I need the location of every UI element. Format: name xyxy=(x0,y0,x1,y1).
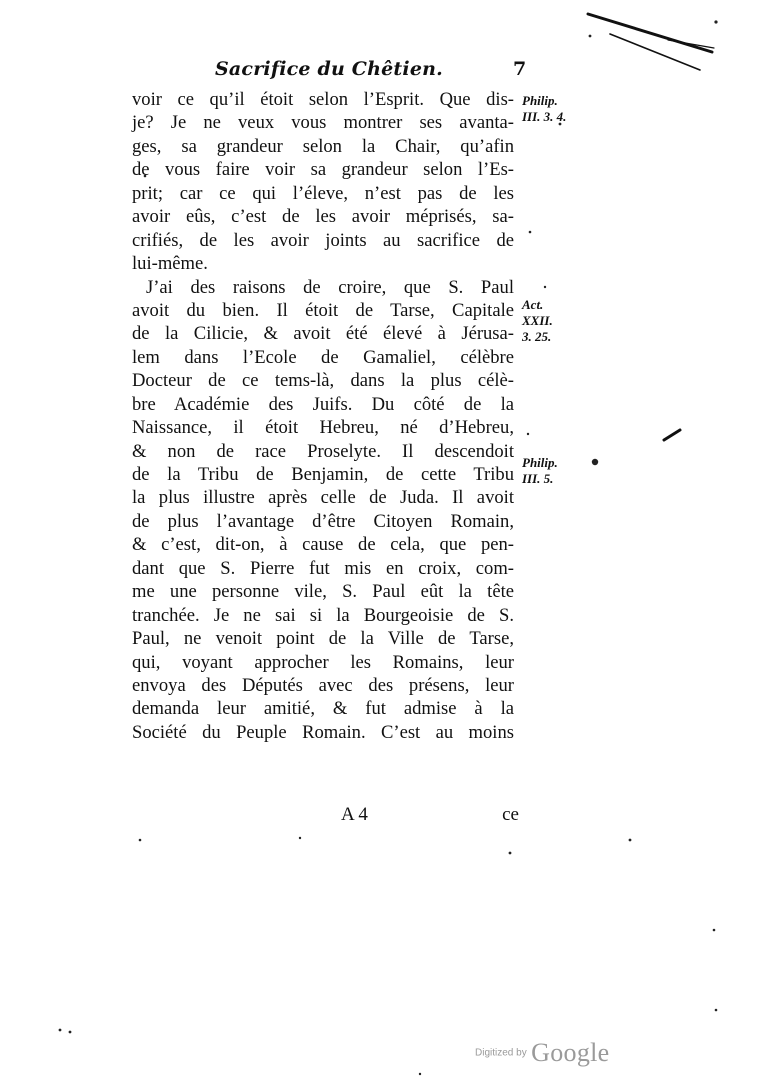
text-line: Paul, ne venoit point de la Ville de Tarse, xyxy=(132,628,514,650)
text-line: de vous faire voir sa grandeur selon l’Es- xyxy=(132,159,514,181)
text-line: demanda leur amitié, & fut admise à la xyxy=(132,698,514,720)
margin-note-book: Philip. xyxy=(522,93,558,108)
text-line: de la Tribu de Benjamin, de cette Tribu xyxy=(132,464,514,485)
text-line: me une personne vile, S. Paul eût la tête xyxy=(132,581,514,603)
text-line: Société du Peuple Romain. C’est au moins xyxy=(132,721,514,743)
watermark-prefix: Digitized by xyxy=(475,1047,527,1059)
text-line: qui, voyant approcher les Romains, leur xyxy=(132,651,514,673)
margin-note-acts-22 xyxy=(522,297,553,345)
text-line: J’ai des raisons de croire, que S. Paul xyxy=(146,276,514,298)
text-line: la plus illustre après celle de Juda. Il avoit xyxy=(132,487,514,509)
margin-note-ref: III. 5. xyxy=(522,471,554,486)
margin-note-philip-3 xyxy=(522,93,566,125)
digitized-by-google-watermark xyxy=(475,1038,610,1068)
text-line: Naissance, il étoit Hebreu, né d’Hebreu, xyxy=(132,417,514,439)
text-line: envoya des Députés avec des présens, leur xyxy=(132,674,514,696)
text-line: bre Académie des Juifs. Du côté de la xyxy=(132,393,514,415)
running-head xyxy=(215,58,526,80)
margin-note-book: Philip. xyxy=(522,455,558,470)
margin-note-ref: 3. 25. xyxy=(522,329,552,344)
body-text xyxy=(132,88,514,744)
text-line: dant que S. Pierre fut mis en croix, com- xyxy=(132,557,514,579)
text-line: voir ce qu’il étoit selon l’Esprit. Que dis- xyxy=(132,89,514,110)
text-line: de la Cilicie, & avoit été élevé à Jérusa- xyxy=(132,323,514,345)
text-line: avoir eûs, c’est de les avoir méprisés, sa- xyxy=(132,206,514,228)
text-line: je? Je ne veux vous montrer ses avanta- xyxy=(132,112,514,134)
text-line: lem dans l’Ecole de Gamaliel, célèbre xyxy=(132,346,514,368)
text-line: Docteur de ce tems-là, dans la plus célè- xyxy=(132,370,514,392)
running-head-title: Sacrifice du Chêtien. xyxy=(215,58,443,80)
page-number: 7 xyxy=(512,58,527,80)
text-line: prit; car ce qui l’éleve, n’est pas de les xyxy=(132,182,514,204)
margin-note-philip-3-5 xyxy=(522,455,558,487)
margin-note-ref: XXII. xyxy=(522,313,553,328)
catchword: ce xyxy=(502,804,519,825)
signature-mark: A 4 xyxy=(341,804,368,825)
text-line: & non de race Proselyte. Il descendoit xyxy=(132,440,514,462)
text-line: avoit du bien. Il étoit de Tarse, Capitale xyxy=(132,299,514,321)
text-line: ges, sa grandeur selon la Chair, qu’afin xyxy=(132,135,514,157)
text-line: tranchée. Je ne sai si la Bourgeoisie de S. xyxy=(132,604,514,626)
text-line: crifiés, de les avoir joints au sacrifice de xyxy=(132,229,514,251)
margin-note-book: Act. xyxy=(522,297,544,312)
text-line: de plus l’avantage d’être Citoyen Romain, xyxy=(132,510,514,532)
google-logo: Google xyxy=(531,1038,610,1067)
margin-note-ref: III. 3. 4. xyxy=(522,109,567,124)
text-line: lui-même. xyxy=(132,253,208,275)
text-line: & c’est, dit-on, à cause de cela, que pen- xyxy=(132,534,514,556)
